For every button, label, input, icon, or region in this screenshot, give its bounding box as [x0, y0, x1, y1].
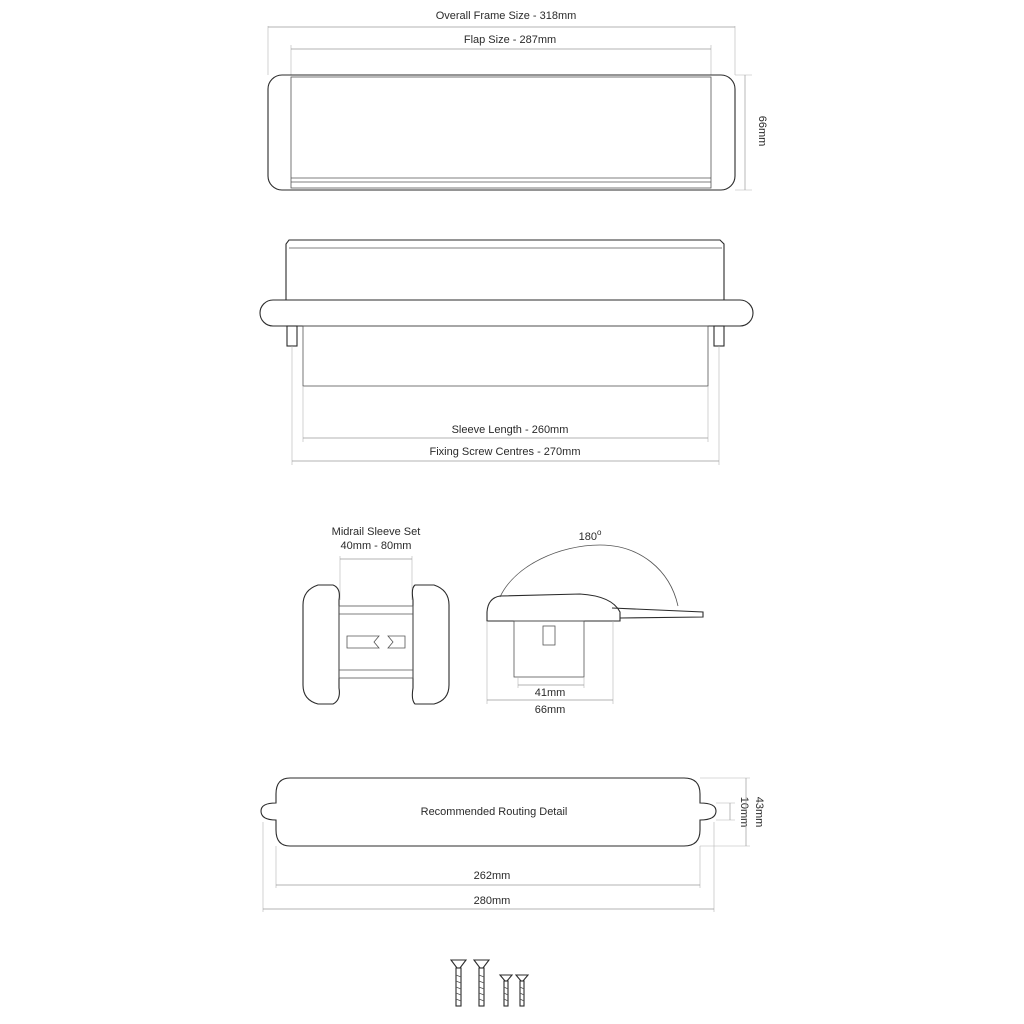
inner-width-label: 41mm: [534, 687, 566, 699]
short-screw-1: [500, 975, 512, 1006]
side-view: [260, 240, 753, 465]
rotation-arc: [500, 545, 678, 606]
midrail-left-plate: [303, 585, 339, 704]
fixing-screws: [451, 960, 528, 1006]
flap-open-leaf: [612, 608, 703, 618]
midrail-title: Midrail Sleeve Set: [331, 526, 421, 538]
flap-size-label: Flap Size - 287mm: [463, 34, 557, 46]
midrail-sleeve: [339, 606, 413, 678]
letter-plate-frame: [268, 75, 735, 190]
rotation-angle-label: 180$^o$: [578, 528, 602, 543]
midrail-sleeve-view: [303, 526, 449, 704]
sleeve-body: [303, 326, 708, 386]
screw-centres-label: Fixing Screw Centres - 270mm: [429, 446, 581, 458]
front-frame-view: [268, 10, 768, 190]
left-screw-boss: [287, 326, 297, 346]
long-screw-2: [474, 960, 489, 1006]
flap-top-profile: [286, 240, 724, 300]
routing-title: Recommended Routing Detail: [420, 806, 568, 818]
midrail-range: 40mm - 80mm: [340, 540, 412, 552]
base-plate: [260, 300, 753, 326]
letter-plate-flap: [291, 77, 711, 188]
tab-height-label: 10mm: [738, 796, 750, 828]
short-screw-2: [516, 975, 528, 1006]
flap-profile-view: [487, 528, 703, 716]
overall-frame-size-label: Overall Frame Size - 318mm: [435, 10, 577, 22]
flap-profile: [487, 594, 620, 621]
outer-width-label: 66mm: [534, 704, 566, 716]
routing-inner-length-label: 262mm: [473, 870, 511, 882]
frame-height-label: 66mm: [756, 115, 768, 147]
flap-sleeve: [514, 621, 584, 677]
routing-height-label: 43mm: [753, 796, 765, 828]
long-screw-1: [451, 960, 466, 1006]
routing-outer-length-label: 280mm: [473, 895, 511, 907]
routing-detail-view: [261, 778, 765, 912]
sleeve-length-label: Sleeve Length - 260mm: [451, 424, 569, 436]
right-screw-boss: [714, 326, 724, 346]
midrail-right-plate: [412, 585, 449, 704]
